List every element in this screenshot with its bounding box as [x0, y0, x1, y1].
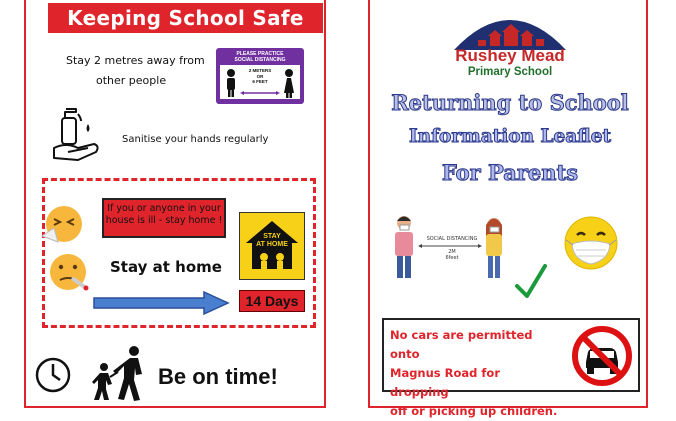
no-cars-icon: [570, 324, 634, 388]
distancing-value-feet: 6feet: [445, 255, 459, 261]
house-sign-line1: STAY: [263, 233, 281, 240]
cars-text-line3: off or picking up children.: [390, 404, 558, 418]
arrow-right-icon: [92, 290, 232, 316]
ill-warning-box: [102, 198, 226, 238]
face-mask-emoji-icon: [562, 214, 620, 272]
sign-mid-line1: 2 METERS: [248, 68, 272, 73]
ill-text-line1: If you or anyone in your: [107, 203, 221, 214]
stay-at-home-sign-icon: [239, 212, 305, 280]
sign-header-line1: PLEASE PRACTICE: [236, 51, 284, 57]
right-leaflet-panel: [368, 0, 648, 418]
no-cars-notice: [382, 318, 640, 418]
distance-text-line1: Stay 2 metres away from: [66, 54, 205, 67]
school-name: Rushey Mead: [455, 46, 565, 65]
on-time-text: Be on time!: [158, 364, 278, 389]
sign-mid-line2: OR: [256, 73, 264, 79]
sign-mid-line3: 6 FEET: [252, 79, 268, 84]
distancing-value-metres: 2M: [448, 249, 456, 255]
stay-home-text: Stay at home: [110, 258, 222, 276]
banner-title: Keeping School Safe: [48, 3, 323, 33]
sign-header-line2: SOCIAL DISTANCING: [234, 57, 286, 63]
cars-text-line1: No cars are permitted onto: [390, 328, 533, 361]
title-line1: Returning to School: [391, 90, 629, 115]
sick-emoji-icon: [40, 204, 84, 248]
cars-text-line2: Magnus Road for dropping: [390, 366, 500, 399]
school-subtitle: Primary School: [467, 66, 553, 78]
ill-text-line2: house is ill - stay home !: [105, 215, 223, 226]
distance-text-line2: other people: [96, 74, 167, 87]
clock-icon: [34, 356, 72, 394]
title-line2: Information Leaflet: [408, 126, 612, 147]
hand-sanitiser-icon: [48, 104, 104, 164]
days-badge: 14 Days: [239, 290, 305, 312]
social-distancing-icon: [390, 212, 512, 284]
fever-emoji-icon: [48, 252, 90, 294]
left-leaflet-panel: [24, 0, 326, 408]
walking-family-icon: [90, 344, 152, 402]
sanitise-text: Sanitise your hands regularly: [122, 134, 269, 145]
distancing-sign-icon: [216, 48, 304, 104]
distancing-label: SOCIAL DISTANCING: [426, 236, 478, 242]
check-mark-icon: [514, 262, 548, 300]
title-line3: For Parents: [441, 160, 579, 185]
house-sign-line2: AT HOME: [256, 241, 288, 248]
